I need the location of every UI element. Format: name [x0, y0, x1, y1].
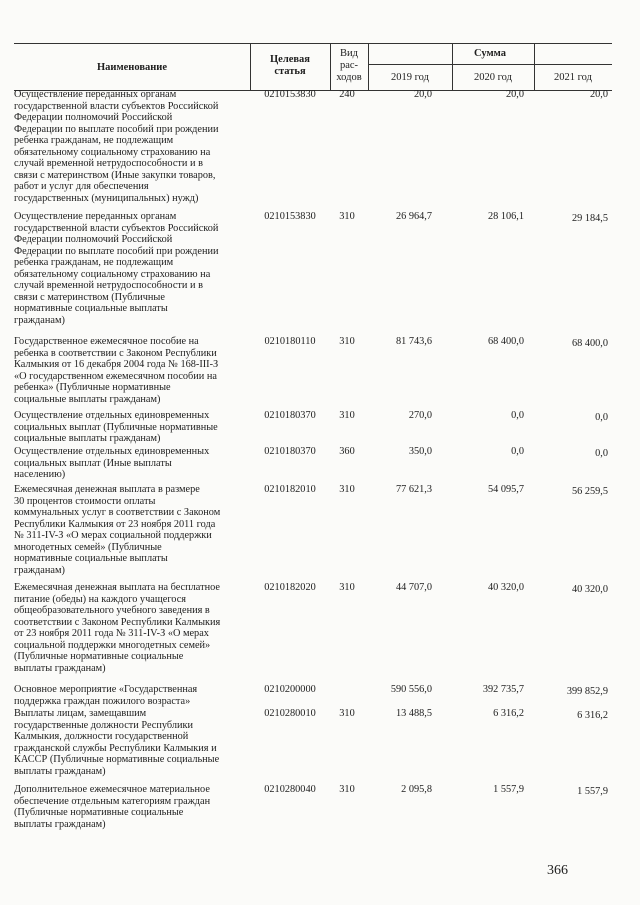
row-sum-2019: 2 095,8	[401, 784, 432, 795]
row-sum-2020: 54 095,7	[487, 484, 524, 495]
row-sum-2021: 20,0	[589, 89, 608, 100]
row-sum-2020: 28 106,1	[487, 211, 524, 222]
row-sum-2021: 29 184,5	[571, 213, 608, 224]
row-sum-2020: 1 557,9	[493, 784, 524, 795]
row-sum-2019: 590 556,0	[390, 684, 432, 695]
row-name: Выплаты лицам, замещавшим государственные должности Республики Калмыкия, должности государственной гражданской службы Республики Калмыкия и КАССР (Публичные нормативные социальные выплаты гражданам)	[14, 708, 220, 777]
row-sum-2021: 399 852,9	[566, 686, 608, 697]
row-vid: 310	[339, 211, 355, 222]
row-sum-2021: 6 316,2	[577, 710, 608, 721]
header-name: Наименование	[97, 62, 167, 73]
row-name: Ежемесячная денежная выплата в размере 30 процентов стоимости оплаты коммунальных услуг в соответствии с Законом Республики Калмыкия от 23 ноября 2011 года № 311-IV-З «О мерах социальной поддержки многодетных семей» (Публичные нормативные социальные выплаты гражданам)	[14, 484, 221, 576]
row-vid: 310	[339, 708, 355, 719]
row-name: Осуществление переданных органам государственной власти субъектов Российской Федерации полномочий Российской Федерации по выплате пособий при рождении ребенка гражданам, не подлежащим обязательному социальному страхованию на случай временной нетрудоспособности и в связи с материнством (Публичные нормативные социальные выплаты гражданам)	[14, 211, 219, 326]
row-sum-2019: 20,0	[413, 89, 432, 100]
row-name: Осуществление отдельных единовременных социальных выплат (Публичные нормативные социальные выплаты гражданам)	[14, 410, 218, 444]
row-sum-2021: 1 557,9	[577, 786, 608, 797]
row-vid: 310	[339, 410, 355, 421]
row-vid: 310	[339, 784, 355, 795]
row-code: 0210153830	[264, 89, 316, 100]
row-sum-2021: 0,0	[595, 412, 608, 423]
row-sum-2020: 6 316,2	[493, 708, 524, 719]
row-vid: 240	[339, 89, 355, 100]
row-code: 0210180110	[264, 336, 316, 347]
header-year-2019: 2019 год	[391, 72, 429, 83]
row-sum-2021: 56 259,5	[571, 486, 608, 497]
row-code: 0210182010	[264, 484, 316, 495]
row-sum-2020: 68 400,0	[487, 336, 524, 347]
row-name: Осуществление переданных органам государственной власти субъектов Российской Федерации полномочий Российской Федерации по выплате пособий при рождении ребенка гражданам, не подлежащим обязательному социальному страхованию на случай временной нетрудоспособности и в связи с материнством (Иные закупки товаров, работ и услуг для обеспечения государственных (муниципальных) нужд)	[14, 89, 219, 204]
row-vid: 310	[339, 484, 355, 495]
row-name: Государственное ежемесячное пособие на ребенка в соответствии с Законом Республики Калмыкия от 16 декабря 2004 года № 168-III-З «О государственном ежемесячном пособии на ребенка» (Публичные нормативные социальные выплаты гражданам)	[14, 336, 219, 405]
row-code: 0210280040	[264, 784, 316, 795]
row-sum-2019: 44 707,0	[395, 582, 432, 593]
row-sum-2021: 0,0	[595, 448, 608, 459]
page-number: 366	[547, 863, 568, 878]
row-sum-2019: 270,0	[408, 410, 432, 421]
header-code: Целевая статья	[270, 54, 310, 77]
row-sum-2019: 26 964,7	[395, 211, 432, 222]
row-sum-2020: 20,0	[505, 89, 524, 100]
row-code: 0210180370	[264, 446, 316, 457]
row-code: 0210280010	[264, 708, 316, 719]
row-sum-2020: 40 320,0	[487, 582, 524, 593]
header-year-2021: 2021 год	[554, 72, 592, 83]
row-sum-2020: 392 735,7	[482, 684, 524, 695]
row-sum-2019: 77 621,3	[395, 484, 432, 495]
row-sum-2021: 40 320,0	[571, 584, 608, 595]
row-name: Осуществление отдельных единовременных социальных выплат (Иные выплаты населению)	[14, 446, 210, 480]
row-vid: 310	[339, 582, 355, 593]
row-vid: 310	[339, 336, 355, 347]
row-vid: 360	[339, 446, 355, 457]
row-code: 0210182020	[264, 582, 316, 593]
row-name: Ежемесячная денежная выплата на бесплатное питание (обеды) на каждого учащегося общеобразовательного учебного заведения в соответствии с Законом Республики Калмыкия от 23 ноября 2011 года № 311-IV-З «О мерах социальной поддержки многодетных семей» (Публичные нормативные социальные выплаты гражданам)	[14, 582, 221, 674]
row-sum-2021: 68 400,0	[571, 338, 608, 349]
table-header	[14, 43, 612, 91]
header-sum: Сумма	[474, 48, 506, 59]
header-vid: Вид рас- ходов	[336, 48, 362, 83]
row-sum-2019: 13 488,5	[395, 708, 432, 719]
row-code: 0210200000	[264, 684, 316, 695]
row-sum-2020: 0,0	[511, 446, 524, 457]
row-sum-2019: 350,0	[408, 446, 432, 457]
row-sum-2019: 81 743,6	[395, 336, 432, 347]
header-year-2020: 2020 год	[474, 72, 512, 83]
row-code: 0210180370	[264, 410, 316, 421]
row-code: 0210153830	[264, 211, 316, 222]
row-name: Основное мероприятие «Государственная поддержка граждан пожилого возраста»	[14, 684, 198, 707]
row-name: Дополнительное ежемесячное материальное обеспечение отдельным категориям граждан (Публичные нормативные социальные выплаты гражданам)	[14, 784, 211, 830]
row-sum-2020: 0,0	[511, 410, 524, 421]
